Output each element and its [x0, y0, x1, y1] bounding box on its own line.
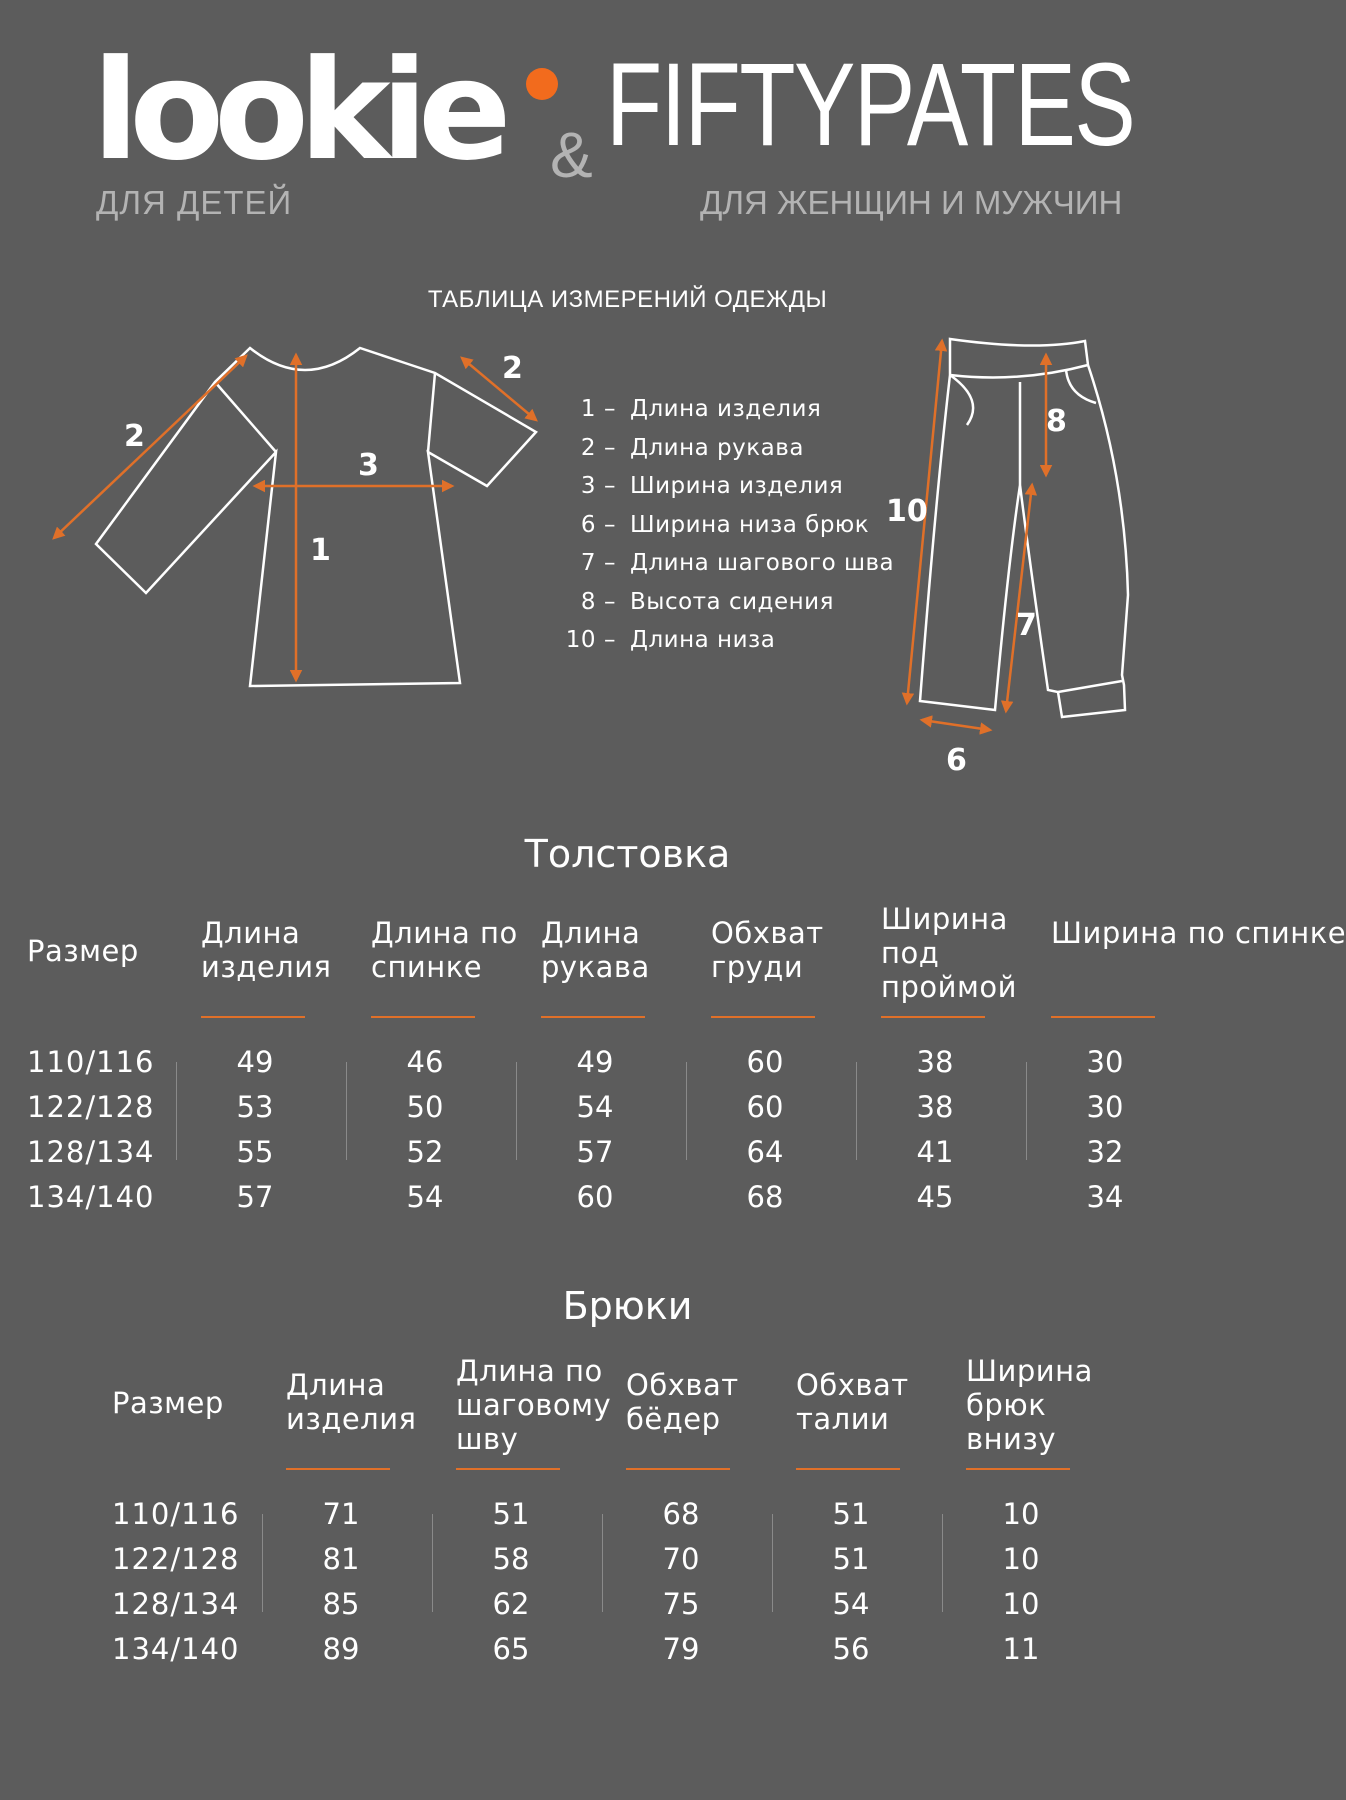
cell-size: 122/128 — [27, 1090, 155, 1124]
table-cell: 54 — [576, 1090, 614, 1124]
table-cell: 71 — [322, 1497, 360, 1531]
sweatshirt-header-back-width — [1051, 916, 1346, 950]
pants-pocket-left — [950, 375, 973, 425]
table-cell: 79 — [662, 1632, 700, 1666]
header-text: Размер — [27, 934, 139, 968]
table-cell: 60 — [746, 1045, 784, 1079]
header-underline — [456, 1468, 560, 1470]
table-cell: 49 — [576, 1045, 614, 1079]
pants-label-7: 7 — [1016, 608, 1037, 643]
ampersand: & — [550, 119, 593, 191]
table-cell: 50 — [406, 1090, 444, 1124]
table-cell: 68 — [746, 1180, 784, 1214]
legend-text: Длина изделия — [630, 396, 822, 423]
legend-item — [560, 429, 900, 468]
table-cell: 54 — [832, 1587, 870, 1621]
table-cell: 10 — [1002, 1587, 1040, 1621]
legend-num: 3 — [580, 473, 596, 500]
table-cell: 49 — [236, 1045, 274, 1079]
sweatshirt-header-size — [27, 934, 187, 968]
legend-item — [560, 621, 900, 660]
legend-item — [560, 583, 900, 622]
table-row — [0, 1175, 1199, 1220]
table-row — [0, 1085, 1199, 1130]
table-cell: 38 — [916, 1045, 954, 1079]
table-cell: 60 — [576, 1180, 614, 1214]
table-row — [0, 1040, 1199, 1085]
pants-label-6: 6 — [946, 743, 967, 778]
table-row — [0, 1627, 1199, 1672]
fiftypates-subtitle: ДЛЯ ЖЕНЩИН И МУЖЧИН — [700, 184, 1123, 221]
pants-cuff — [1058, 681, 1122, 692]
legend-num: 2 — [580, 434, 596, 461]
lookie-logo-text: lookie — [92, 30, 502, 191]
table-cell: 57 — [236, 1180, 274, 1214]
sweatshirt-header-sleeve — [541, 916, 671, 984]
legend-item — [560, 544, 900, 583]
legend-item — [560, 467, 900, 506]
header-text: Ширина по спинке — [1051, 916, 1346, 950]
legend-num: 8 — [580, 588, 596, 615]
header-underline — [966, 1468, 1070, 1470]
pants-header-inseam — [456, 1354, 621, 1456]
header-underline — [711, 1016, 815, 1018]
header-text: Длина изделия — [286, 1368, 417, 1436]
pants-outline — [920, 339, 1128, 717]
cell-size: 128/134 — [27, 1135, 155, 1169]
table-cell: 57 — [576, 1135, 614, 1169]
pants-label-8: 8 — [1046, 404, 1067, 439]
shirt-label-2-right: 2 — [502, 351, 523, 386]
table-cell: 38 — [916, 1090, 954, 1124]
legend-text: Ширина низа брюк — [630, 511, 870, 538]
sweatshirt-table-title: Толстовка — [524, 832, 731, 876]
header-underline — [541, 1016, 645, 1018]
legend-dash: – — [604, 627, 616, 654]
header-text: Длина рукава — [541, 916, 650, 984]
table-cell: 81 — [322, 1542, 360, 1576]
header-text: Обхват груди — [711, 916, 824, 984]
header-text: Длина изделия — [201, 916, 332, 984]
table-cell: 51 — [832, 1497, 870, 1531]
legend-num: 1 — [580, 396, 596, 423]
legend-num: 7 — [580, 550, 596, 577]
legend-text: Длина низа — [630, 627, 776, 654]
table-cell: 75 — [662, 1587, 700, 1621]
legend-item — [560, 506, 900, 545]
shirt-label-3: 3 — [358, 448, 379, 483]
table-cell: 62 — [492, 1587, 530, 1621]
fiftypates-logo: FIFTYPATES — [606, 39, 1135, 171]
header-text: Длина по спинке — [371, 916, 518, 984]
sweatshirt-header-length — [201, 916, 366, 984]
pants-header-size — [112, 1386, 272, 1420]
pants-label-10: 10 — [886, 494, 928, 529]
shirt-label-1: 1 — [310, 533, 331, 568]
table-row — [0, 1582, 1199, 1627]
table-cell: 32 — [1086, 1135, 1124, 1169]
legend-text: Ширина изделия — [630, 473, 844, 500]
table-cell: 58 — [492, 1542, 530, 1576]
header-text: Размер — [112, 1386, 224, 1420]
legend-dash: – — [604, 550, 616, 577]
table-cell: 41 — [916, 1135, 954, 1169]
legend-dash: – — [604, 511, 616, 538]
header-underline — [881, 1016, 985, 1018]
pants-header-hips — [626, 1368, 756, 1436]
pants-table-title: Брюки — [562, 1284, 693, 1328]
table-cell: 30 — [1086, 1090, 1124, 1124]
table-cell: 70 — [662, 1542, 700, 1576]
header-underline — [626, 1468, 730, 1470]
header-underline — [1051, 1016, 1155, 1018]
table-cell: 45 — [916, 1180, 954, 1214]
pants-header-length — [286, 1368, 451, 1436]
table-cell: 53 — [236, 1090, 274, 1124]
legend-text: Длина шагового шва — [630, 550, 895, 577]
legend-item — [560, 390, 900, 429]
sweatshirt-header-back-length — [371, 916, 536, 984]
table-row — [0, 1492, 1199, 1537]
legend-dash: – — [604, 396, 616, 423]
cell-size: 134/140 — [112, 1632, 240, 1666]
arrow-7 — [1006, 485, 1032, 711]
table-cell: 55 — [236, 1135, 274, 1169]
header-text: Обхват бёдер — [626, 1368, 739, 1436]
header-text: Ширина брюк внизу — [966, 1354, 1093, 1456]
cell-size: 110/116 — [112, 1497, 240, 1531]
table-cell: 10 — [1002, 1497, 1040, 1531]
table-cell: 65 — [492, 1632, 530, 1666]
arrow-6 — [922, 720, 990, 730]
table-row — [0, 1130, 1199, 1175]
legend-dash: – — [604, 588, 616, 615]
legend-text: Высота сидения — [630, 588, 834, 615]
cell-size: 134/140 — [27, 1180, 155, 1214]
shirt-outline — [96, 348, 536, 686]
legend-dash: – — [604, 473, 616, 500]
header-underline — [796, 1468, 900, 1470]
header-text: Обхват талии — [796, 1368, 909, 1436]
cell-size: 110/116 — [27, 1045, 155, 1079]
table-row — [0, 1537, 1199, 1582]
sweatshirt-header-chest — [711, 916, 841, 984]
shirt-sleeve-seam-right — [428, 373, 435, 452]
header-underline — [286, 1468, 390, 1470]
legend-dash: – — [604, 434, 616, 461]
pants-diagram — [870, 325, 1140, 785]
table-cell: 11 — [1002, 1632, 1040, 1666]
table-cell: 56 — [832, 1632, 870, 1666]
shirt-sleeve-seam-left — [215, 382, 276, 452]
header-underline — [201, 1016, 305, 1018]
table-cell: 64 — [746, 1135, 784, 1169]
diagram-caption: ТАБЛИЦА ИЗМЕРЕНИЙ ОДЕЖДЫ — [427, 286, 828, 313]
table-cell: 89 — [322, 1632, 360, 1666]
table-cell: 68 — [662, 1497, 700, 1531]
sweatshirt-diagram — [40, 330, 560, 700]
shirt-label-2-left: 2 — [124, 419, 145, 454]
table-cell: 52 — [406, 1135, 444, 1169]
table-cell: 60 — [746, 1090, 784, 1124]
logo-orange-dot — [526, 68, 558, 100]
pants-rows — [0, 1492, 1199, 1672]
cell-size: 122/128 — [112, 1542, 240, 1576]
lookie-subtitle: ДЛЯ ДЕТЕЙ — [96, 184, 293, 221]
table-cell: 30 — [1086, 1045, 1124, 1079]
header-text: Ширина под проймой — [881, 902, 1017, 1004]
cell-size: 128/134 — [112, 1587, 240, 1621]
table-cell: 34 — [1086, 1180, 1124, 1214]
diagram-legend — [560, 390, 900, 660]
arrow-2-left — [54, 356, 246, 538]
table-cell: 51 — [492, 1497, 530, 1531]
pants-header-waist — [796, 1368, 926, 1436]
legend-text: Длина рукава — [630, 434, 804, 461]
table-cell: 85 — [322, 1587, 360, 1621]
table-cell: 51 — [832, 1542, 870, 1576]
legend-num: 10 — [565, 627, 596, 654]
table-cell: 46 — [406, 1045, 444, 1079]
sweatshirt-header-armhole — [881, 902, 1031, 1004]
header-underline — [371, 1016, 475, 1018]
legend-num: 6 — [580, 511, 596, 538]
sweatshirt-rows — [0, 1040, 1199, 1220]
pants-header-hem-width — [966, 1354, 1116, 1456]
table-cell: 54 — [406, 1180, 444, 1214]
header-text: Длина по шаговому шву — [456, 1354, 612, 1456]
table-cell: 10 — [1002, 1542, 1040, 1576]
